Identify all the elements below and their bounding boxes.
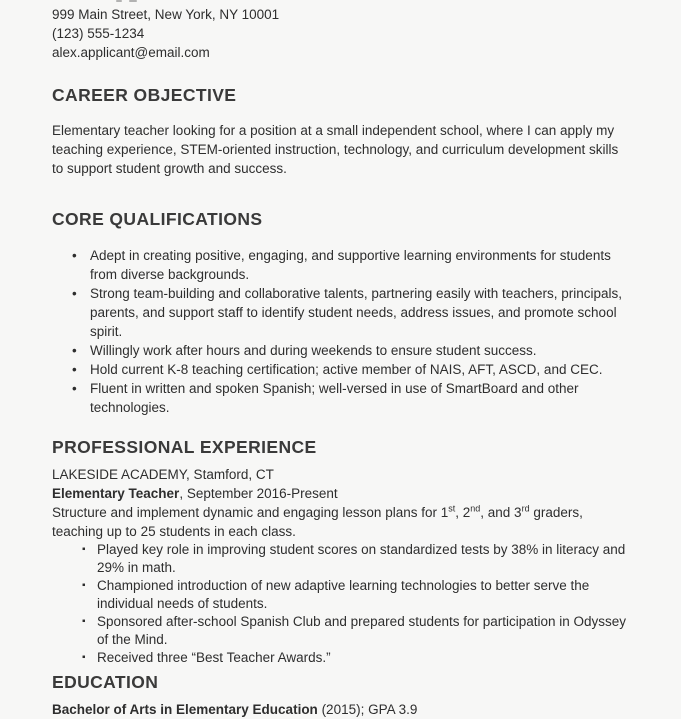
list-item: [82, 649, 633, 667]
degree-details: (2015); GPA 3.9: [317, 702, 418, 717]
job-summary: [52, 503, 633, 541]
experience-entry: [52, 465, 633, 667]
list-item-text: Strong team-building and collaborative talents, partnering easily with teachers, principals, parents, and support staff to identify student needs, address issues, and promote school spirit.: [90, 286, 623, 339]
summary-text: , and 3: [480, 505, 522, 520]
list-item-text: Played key role in improving student scores on standardized tests by 38% in literacy and 29% in math.: [97, 542, 626, 575]
list-item: [82, 577, 633, 613]
summary-text: , 2: [455, 505, 471, 520]
experience-achievements-list: [82, 541, 633, 667]
contact-phone: (123) 555-1234: [52, 26, 145, 41]
core-qualifications-list: [72, 246, 633, 417]
contact-address: 999 Main Street, New York, NY 10001: [52, 7, 280, 22]
list-item: [72, 246, 633, 284]
square-bullet-icon: ▪: [82, 652, 86, 663]
list-item: [72, 360, 633, 379]
square-bullet-icon: ▪: [82, 544, 86, 555]
degree-title: Bachelor of Arts in Elementary Education: [52, 702, 318, 717]
round-bullet-icon: •: [72, 381, 77, 396]
education-degree-line: [52, 700, 633, 719]
list-item: [72, 341, 633, 360]
contact-block: [52, 0, 633, 62]
section-heading-core-qualifications: CORE QUALIFICATIONS: [52, 209, 263, 229]
list-item: [82, 541, 633, 577]
contact-email: alex.applicant@email.com: [52, 45, 210, 60]
employer-line: LAKESIDE ACADEMY, Stamford, CT: [52, 467, 274, 482]
square-bullet-icon: ▪: [82, 580, 86, 591]
list-item-text: Fluent in written and spoken Spanish; well-versed in use of SmartBoard and other technologies.: [90, 381, 579, 415]
list-item-text: Championed introduction of new adaptive learning technologies to better serve the individual needs of students.: [97, 578, 590, 611]
section-heading-professional-experience: PROFESSIONAL EXPERIENCE: [52, 437, 317, 457]
list-item: [82, 613, 633, 649]
career-objective-paragraph: Elementary teacher looking for a position at a small independent school, where I can apply my teaching experience, STEM-oriented instruction, technology, and curriculum development skills to support student growth and success.: [52, 123, 619, 176]
list-item-text: Received three “Best Teacher Awards.”: [97, 650, 331, 665]
round-bullet-icon: •: [72, 362, 77, 377]
round-bullet-icon: •: [72, 343, 77, 358]
list-item-text: Adept in creating positive, engaging, and supportive learning environments for students from diverse backgrounds.: [90, 248, 611, 282]
list-item-text: Willingly work after hours and during weekends to ensure student success.: [90, 343, 537, 358]
ordinal-superscript: rd: [521, 503, 530, 514]
list-item: [72, 379, 633, 417]
list-item-text: Hold current K-8 teaching certification; active member of NAIS, AFT, ASCD, and CEC.: [90, 362, 603, 377]
square-bullet-icon: ▪: [82, 616, 86, 627]
section-heading-career-objective: CAREER OBJECTIVE: [52, 85, 237, 105]
list-item-text: Sponsored after-school Spanish Club and prepared students for participation in Odyssey of the Mind.: [97, 614, 627, 647]
list-item: [72, 284, 633, 341]
ordinal-superscript: st: [448, 503, 456, 514]
summary-text: Structure and implement dynamic and engaging lesson plans for 1: [52, 505, 449, 520]
round-bullet-icon: •: [72, 248, 77, 263]
clipped-text-remnant: [0, 0, 681, 3]
ordinal-superscript: nd: [470, 503, 481, 514]
round-bullet-icon: •: [72, 286, 77, 301]
job-title: Elementary Teacher: [52, 486, 180, 501]
job-title-line: [52, 484, 633, 503]
summary-text: graders, teaching up to 25 students in each class.: [52, 505, 583, 539]
section-heading-education: EDUCATION: [52, 672, 159, 692]
job-dates: , September 2016-Present: [179, 486, 338, 501]
